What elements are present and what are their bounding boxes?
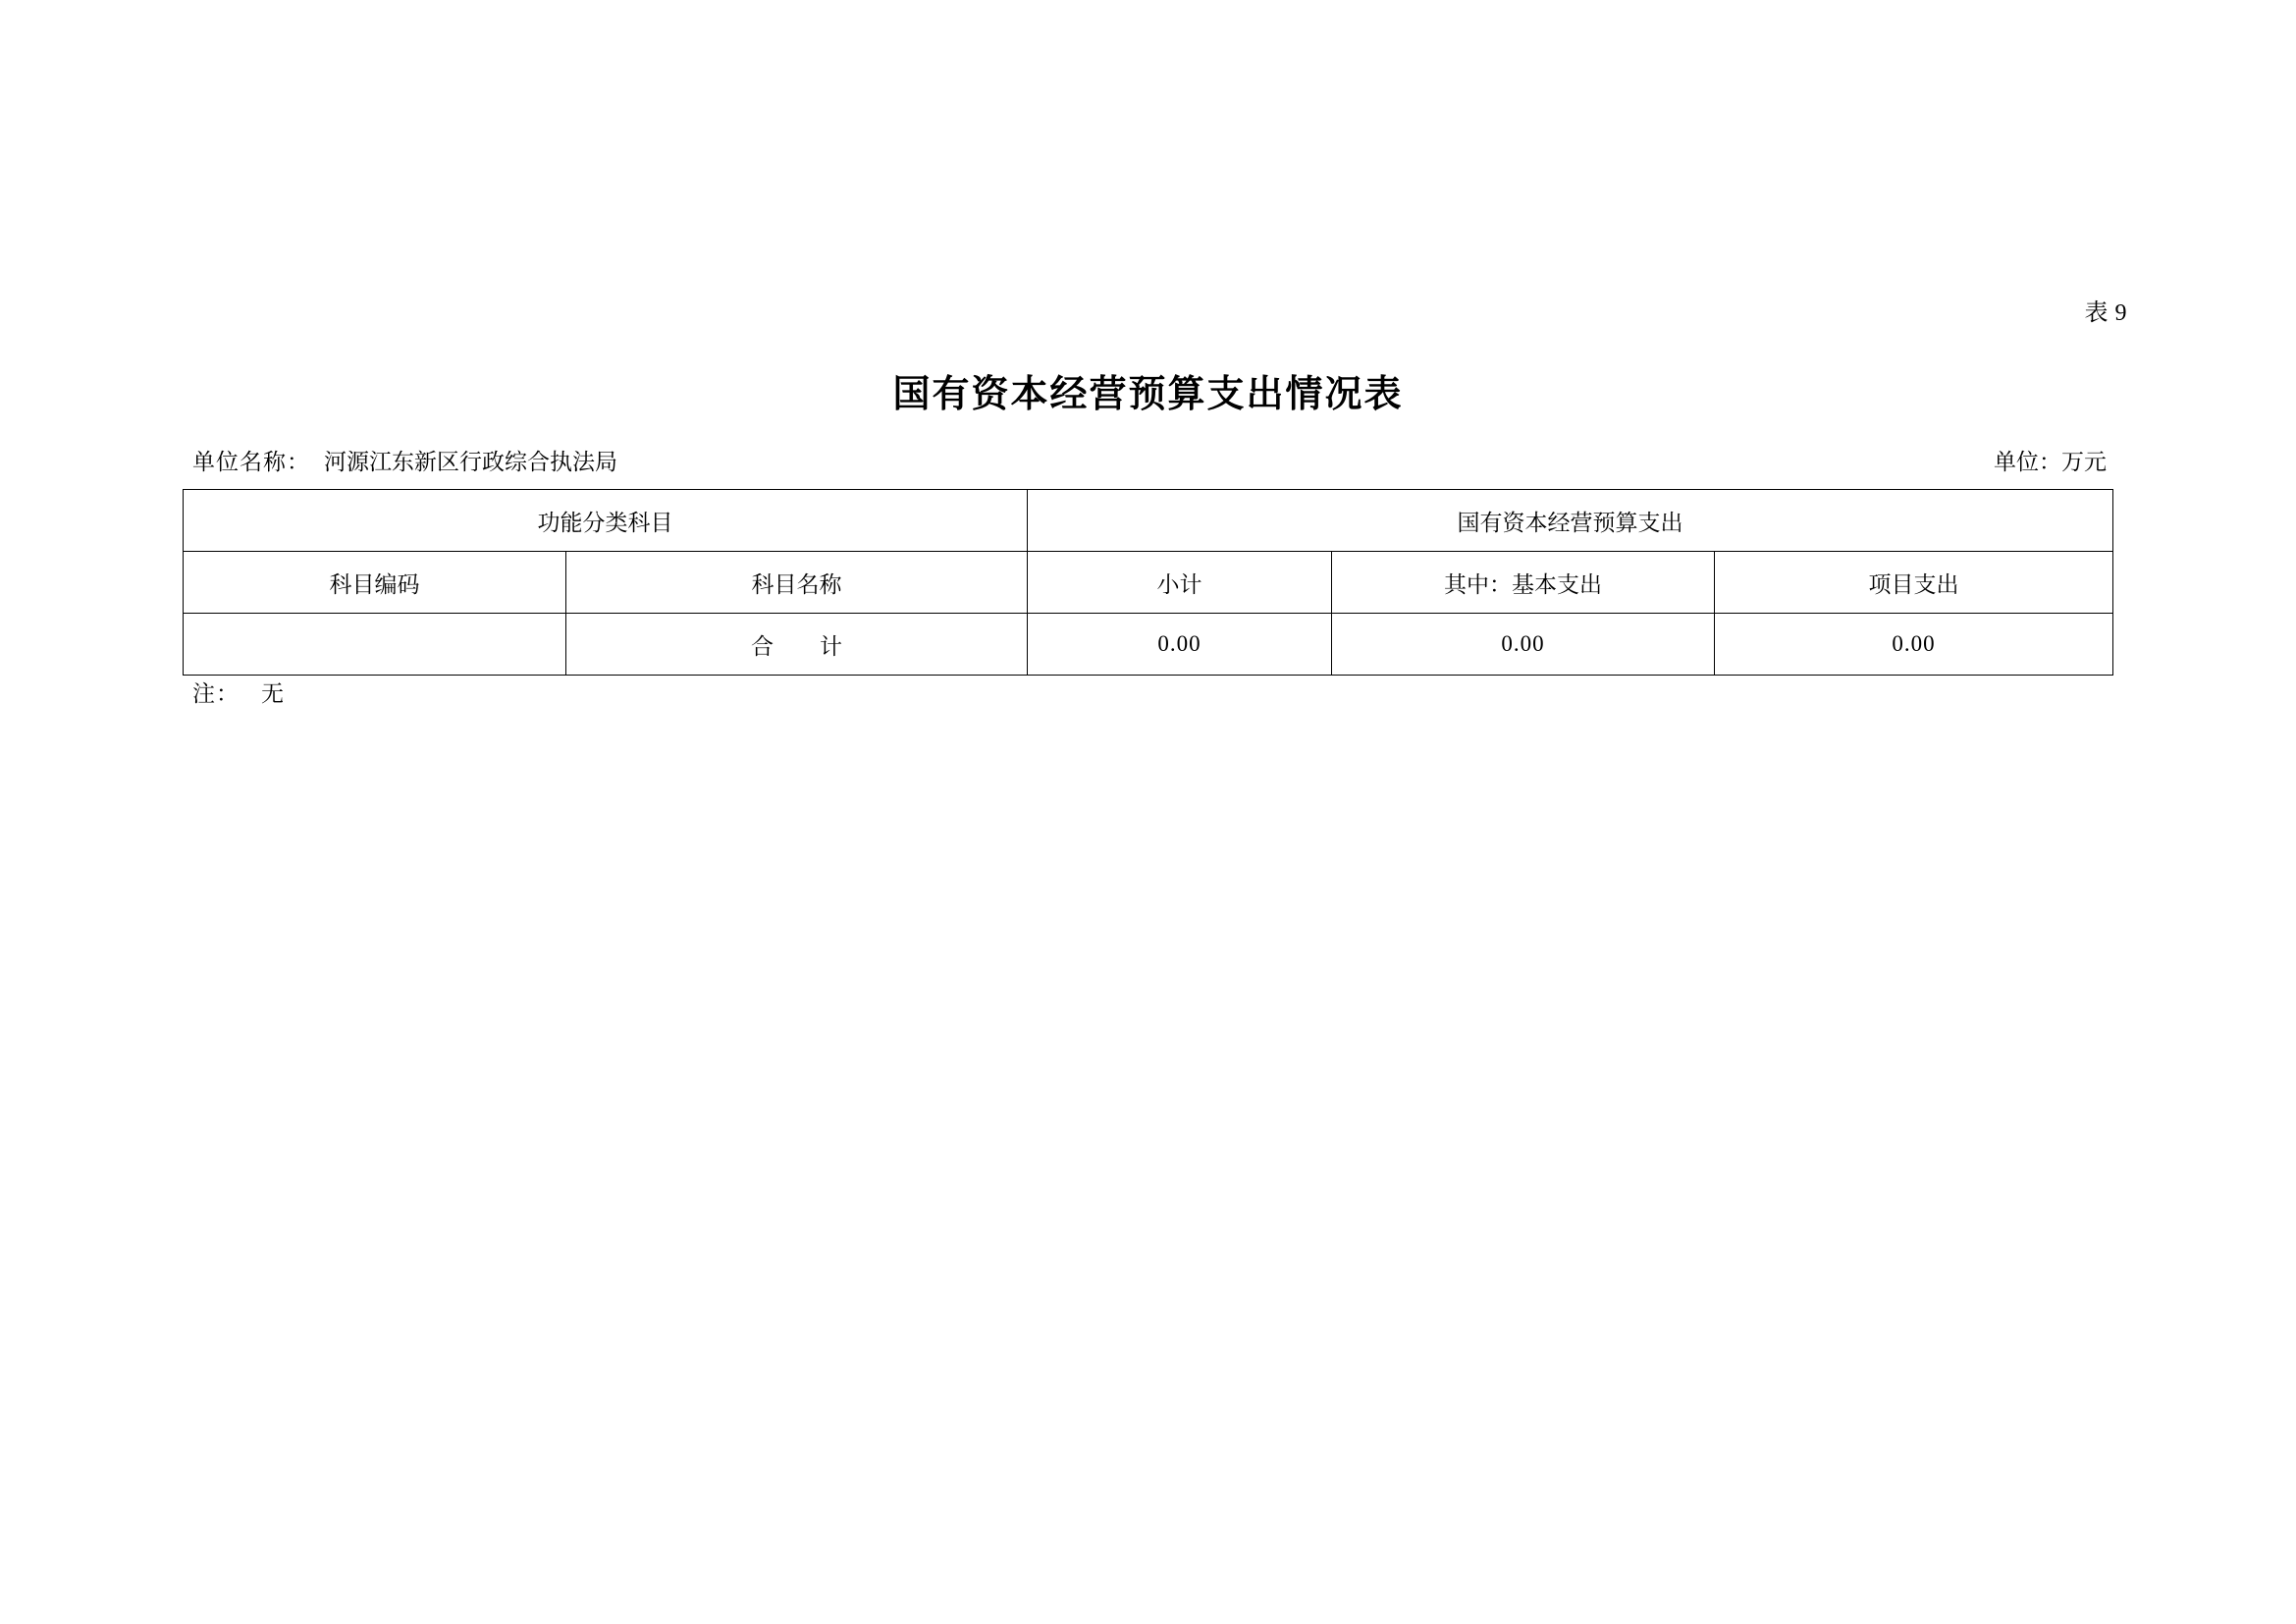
cell-project-expenditure: 0.00	[1715, 614, 2113, 676]
amount-unit-label: 单位：万元	[1994, 450, 2107, 474]
cell-basic-expenditure: 0.00	[1332, 614, 1715, 676]
column-header-code: 科目编码	[184, 552, 566, 614]
unit-name-label: 单位名称：	[192, 450, 310, 474]
unit-name-value: 河源江东新区行政综合执法局	[324, 450, 617, 474]
cell-name: 合 计	[566, 614, 1028, 676]
budget-table	[183, 489, 2113, 676]
column-header-subtotal: 小计	[1028, 552, 1332, 614]
table-group-header-row	[184, 490, 2113, 552]
footnote-value: 无	[261, 681, 285, 706]
cell-code	[184, 614, 566, 676]
unit-name	[192, 444, 617, 476]
footnote	[192, 676, 285, 708]
column-header-basic-expenditure: 其中：基本支出	[1332, 552, 1715, 614]
page-title: 国有资本经营预算支出情况表	[892, 372, 1404, 415]
footnote-label: 注：	[192, 681, 240, 706]
meta-row	[192, 444, 2107, 477]
table-header-row	[184, 552, 2113, 614]
table-row	[184, 614, 2113, 676]
group-header-state-capital-expenditure: 国有资本经营预算支出	[1028, 490, 2113, 552]
column-header-project-expenditure: 项目支出	[1715, 552, 2113, 614]
group-header-function-class: 功能分类科目	[184, 490, 1028, 552]
column-header-name: 科目名称	[566, 552, 1028, 614]
sheet-label: 表 9	[2084, 300, 2127, 326]
cell-subtotal: 0.00	[1028, 614, 1332, 676]
